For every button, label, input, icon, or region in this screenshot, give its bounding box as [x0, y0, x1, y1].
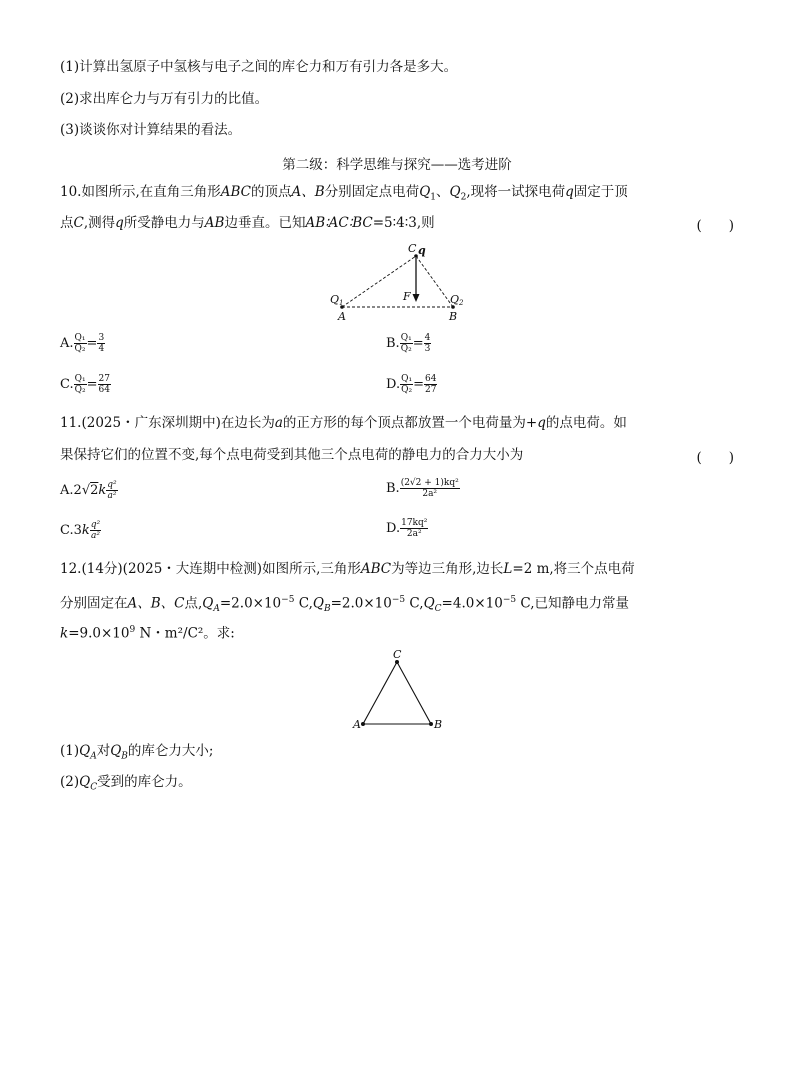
- label-q2: Q2: [450, 293, 464, 307]
- q10-triangle-figure: [320, 240, 480, 324]
- label-a: A: [338, 310, 346, 323]
- point-a: [361, 722, 365, 726]
- equilateral-triangle: [363, 662, 431, 724]
- q11-answer-paren: ( ): [696, 450, 734, 466]
- force-arrow-head: [413, 294, 420, 302]
- label-b: B: [434, 718, 443, 731]
- q11-line1: 11.(2025・广东深圳期中)在边长为a的正方形的每个顶点都放置一个电荷量为+q的点电荷。如: [60, 415, 627, 431]
- q9-sub1: (1)计算出氢原子中氢核与电子之间的库仑力和万有引力各是多大。: [60, 59, 458, 75]
- q10-option-a[interactable]: A. $\frac{\text{Q₁}}{\text{Q₂}}$ = $\frac{3}{4}$: [60, 333, 105, 354]
- label-c: C: [393, 648, 402, 661]
- q12-triangle-figure: [345, 648, 445, 732]
- q12-sub1: $(1)Q_A$对$Q_B$的库仑力大小;: [60, 743, 214, 762]
- label-q1: Q1: [330, 293, 344, 307]
- side-bc: [416, 256, 453, 307]
- q11-option-b[interactable]: B. $\frac{\text{(2√2 + 1)kq²}}{\text{2a²}}$: [386, 478, 459, 499]
- q12-line2: 分别固定在A、B、C点$,Q_A=2.0\times 10^{-5}$ $C,Q_B=2.0\times 10^{-5}$ $C,Q_C=4.0\times 10^{-5}$ C,已知静电力常量: [60, 595, 630, 615]
- q11-option-c[interactable]: C.3k $\frac{\text{q²}}{\text{a²}}$: [60, 520, 101, 541]
- q10-answer-paren: ( ): [696, 218, 734, 234]
- q10-option-c[interactable]: C. $\frac{\text{Q₁}}{\text{Q₂}}$ = $\frac{27}{64}$: [60, 374, 110, 395]
- label-f: F: [403, 290, 411, 303]
- q10-option-d[interactable]: D. $\frac{\text{Q₁}}{\text{Q₂}}$ = $\frac{64}{27}$: [386, 374, 437, 395]
- label-c: C: [408, 242, 417, 255]
- q10-line2: 点C,测得q所受静电力与AB边垂直。已知AB∶AC∶BC=5∶4∶3,则: [60, 215, 435, 231]
- q9-sub3: (3)谈谈你对计算结果的看法。: [60, 122, 242, 138]
- q11-option-d[interactable]: D. $\frac{\text{17kq²}}{\text{2a²}}$: [386, 518, 428, 539]
- q12-line1: 12.(14分)(2025・大连期中检测)如图所示,三角形ABC为等边三角形,边长L=2 m,将三个点电荷: [60, 561, 635, 577]
- q12-line3: $k=9.0\times 10^9$ N・m²/C²。求:: [60, 625, 235, 642]
- q9-sub2: (2)求出库仑力与万有引力的比值。: [60, 91, 269, 107]
- label-q: q: [418, 244, 426, 257]
- point-b: [429, 722, 433, 726]
- label-a: A: [353, 718, 361, 731]
- q11-line2: 果保持它们的位置不变,每个点电荷受到其他三个点电荷的静电力的合力大小为: [60, 447, 524, 463]
- q11-option-a[interactable]: A.2√2k $\frac{\text{q²}}{\text{a²}}$: [60, 480, 117, 501]
- label-b: B: [449, 310, 458, 323]
- q10-line1: 10.如图所示,在直角三角形ABC的顶点A、B分别固定点电荷$Q_1$、$Q_2$,现将一试探电荷q固定于顶: [60, 184, 628, 203]
- q12-sub2: $(2)Q_C$受到的库仑力。: [60, 774, 192, 793]
- q10-option-b[interactable]: B. $\frac{\text{Q₁}}{\text{Q₂}}$ = $\frac{4}{3}$: [386, 333, 431, 354]
- section-title: 第二级：科学思维与探究——选考进阶: [282, 157, 512, 173]
